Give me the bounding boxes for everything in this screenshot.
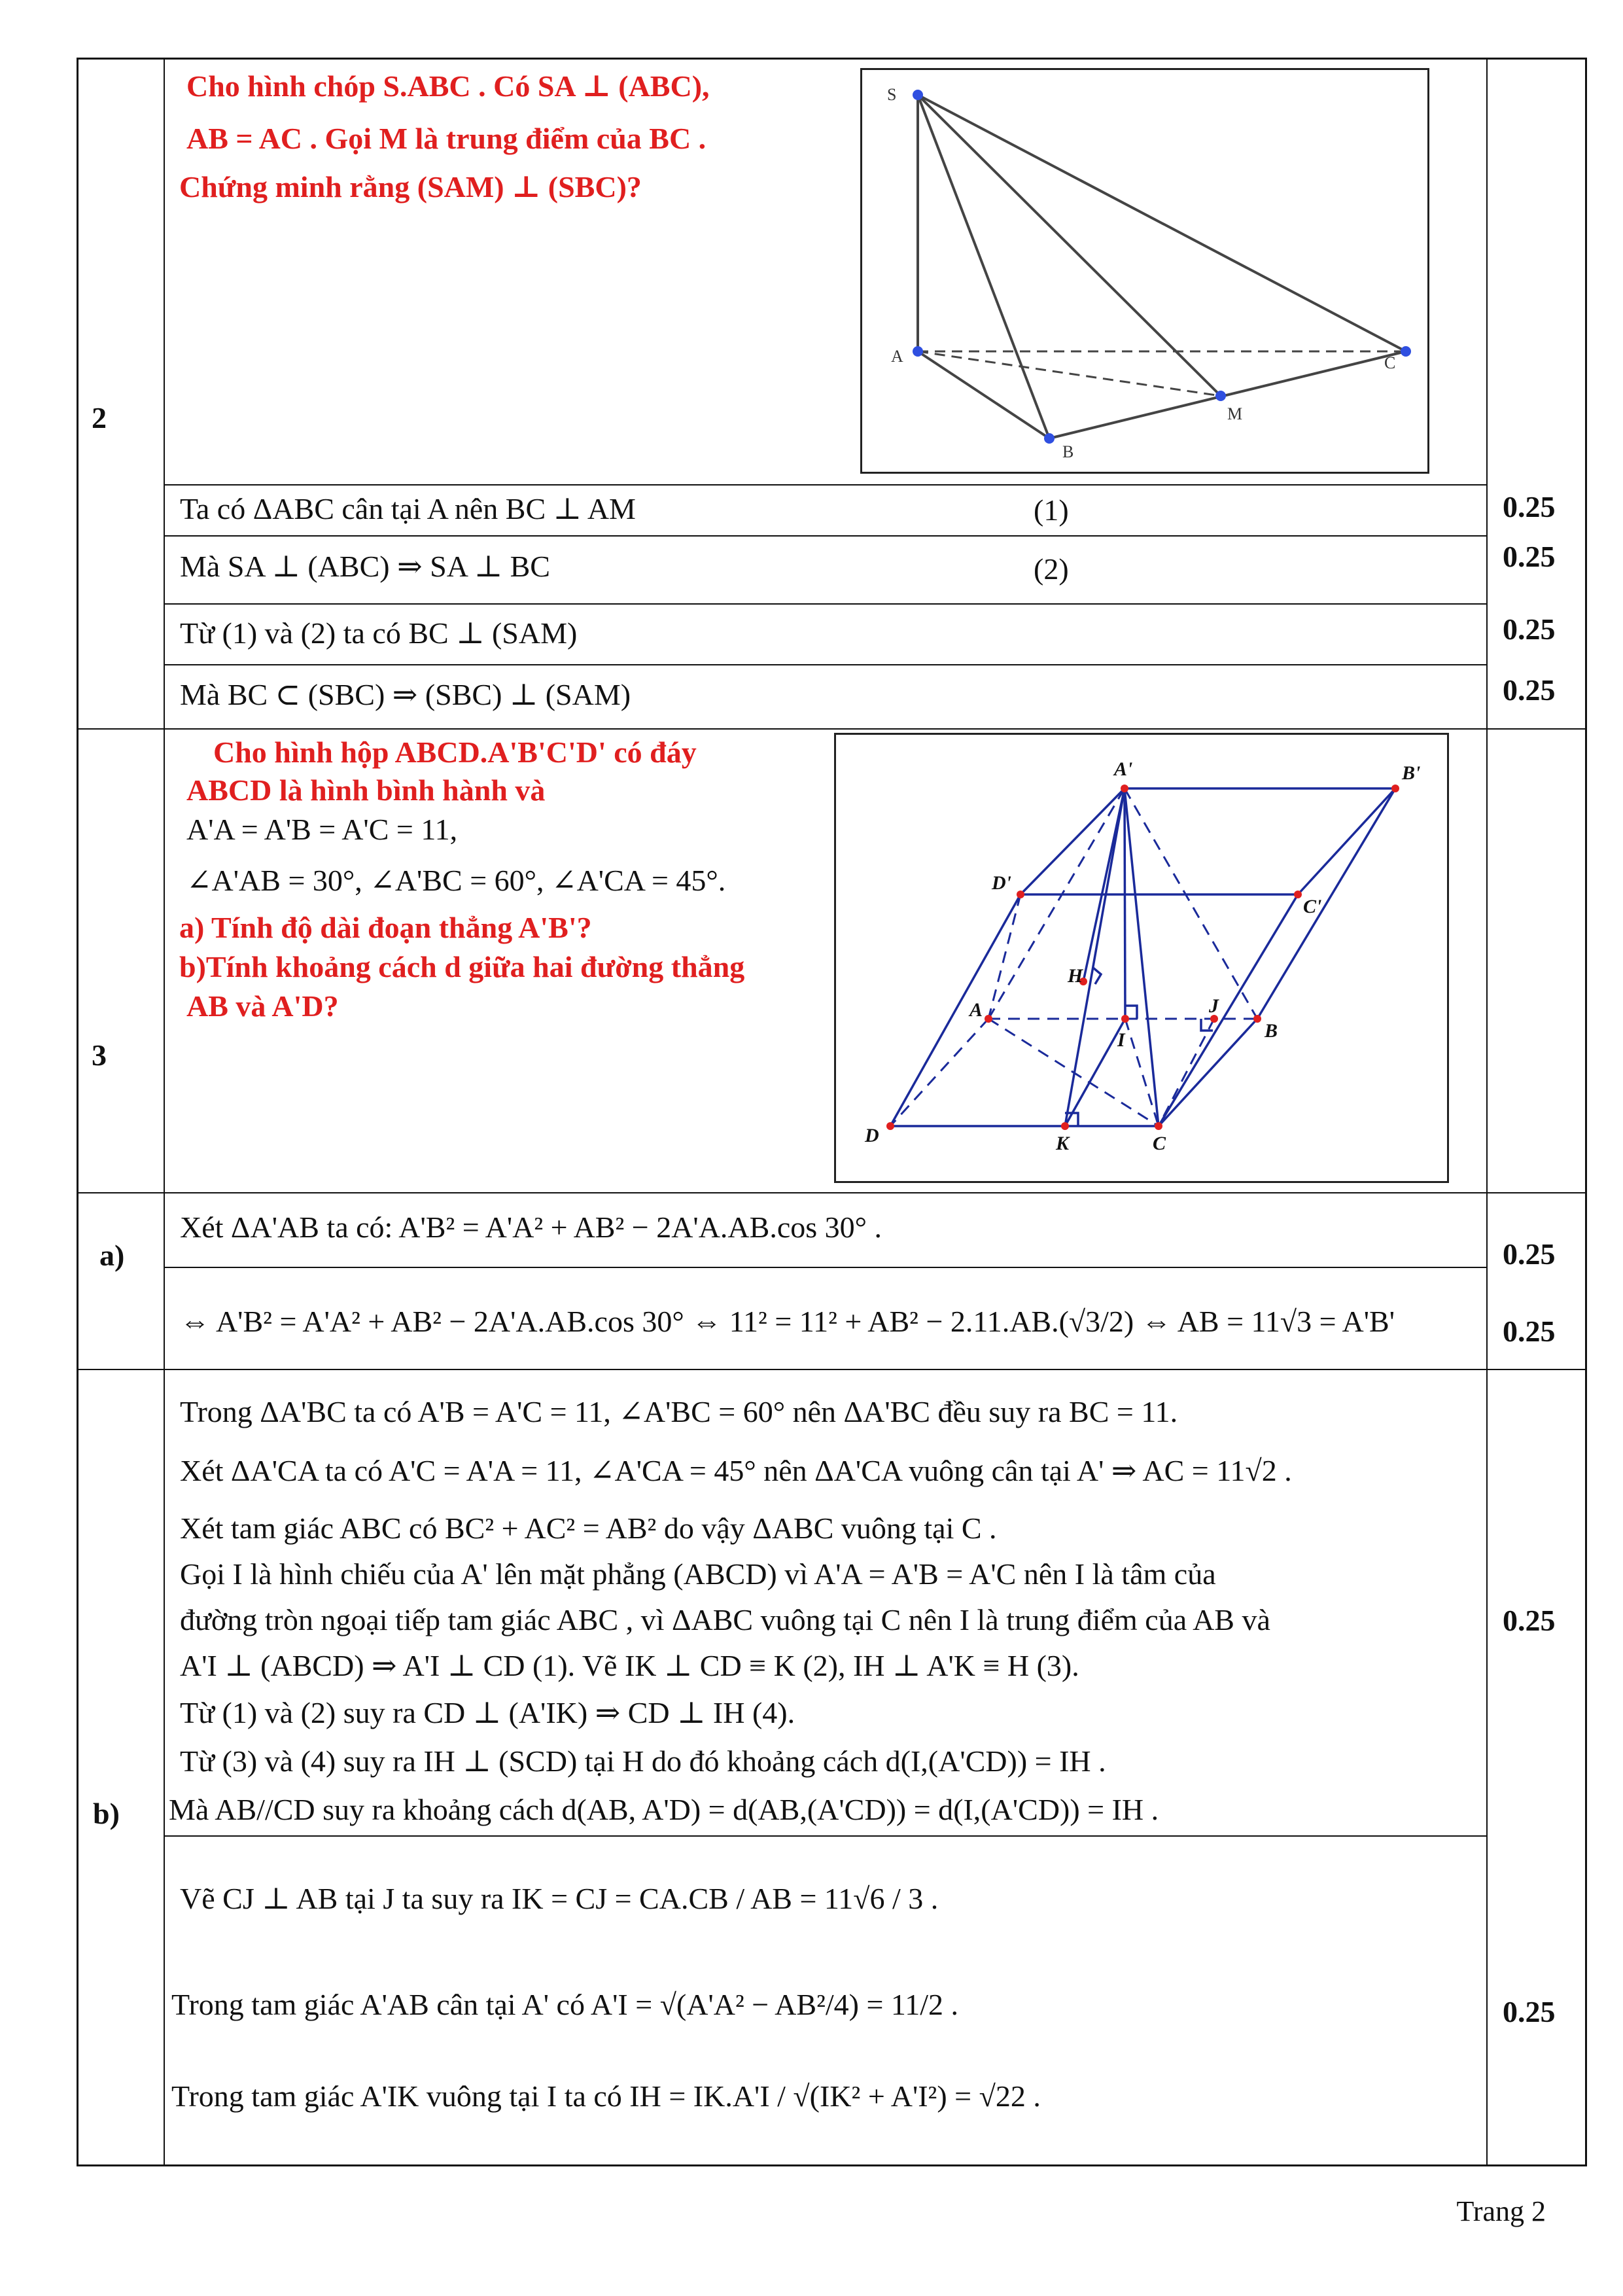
part-label: b) xyxy=(93,1797,120,1830)
solution-line: Từ (1) và (2) ta có BC ⊥ (SAM) xyxy=(180,616,578,650)
question-text: Cho hình chóp S.ABC . Có SA ⊥ (ABC), xyxy=(186,69,710,103)
question-text: ∠A'AB = 30°, ∠A'BC = 60°, ∠A'CA = 45°. xyxy=(186,864,726,897)
question-text: Chứng minh rằng (SAM) ⊥ (SBC)? xyxy=(179,170,642,203)
label-d: D xyxy=(865,1125,879,1146)
label-a: A xyxy=(891,347,903,366)
question-number: 3 xyxy=(92,1038,107,1072)
row-divider xyxy=(165,1267,1486,1268)
row-divider xyxy=(165,484,1486,486)
part-label: a) xyxy=(99,1239,125,1272)
solution-line: Mà BC ⊂ (SBC) ⇒ (SBC) ⊥ (SAM) xyxy=(180,678,631,711)
row-divider xyxy=(165,664,1486,665)
solution-line: ⇔ A'B² = A'A² + AB² − 2A'A.AB.cos 30° ⇔ 11² = 11² + AB² − 2.11.AB.(√3/2) ⇔ AB = 11√3 = A'B' xyxy=(180,1305,1395,1338)
label-a-prime: A' xyxy=(1114,758,1133,780)
question-text: AB và A'D? xyxy=(186,989,339,1023)
page-footer: Trang 2 xyxy=(1456,2195,1546,2227)
question-text: A'A = A'B = A'C = 11, xyxy=(186,813,458,846)
label-c: C xyxy=(1153,1133,1166,1154)
label-h: H xyxy=(1068,965,1083,987)
solution-line: Trong tam giác A'AB cân tại A' có A'I = √(A'A² − AB²/4) = 11/2 . xyxy=(171,1988,958,2021)
score: 0.25 xyxy=(1503,540,1556,573)
solution-line: Từ (1) và (2) suy ra CD ⊥ (A'IK) ⇒ CD ⊥ IH (4). xyxy=(180,1696,795,1729)
row-divider xyxy=(165,603,1486,605)
question-text: ABCD là hình bình hành và xyxy=(186,773,546,807)
question-number: 2 xyxy=(92,401,107,434)
label-c-prime: C' xyxy=(1303,896,1322,917)
label-j: J xyxy=(1209,995,1219,1017)
row-divider xyxy=(77,728,1585,730)
score: 0.25 xyxy=(1503,673,1556,707)
solution-line: A'I ⊥ (ABCD) ⇒ A'I ⊥ CD (1). Vẽ IK ⊥ CD ≡ K (2), IH ⊥ A'K ≡ H (3). xyxy=(180,1649,1079,1682)
line-note: (2) xyxy=(1034,552,1069,586)
score: 0.25 xyxy=(1503,1237,1556,1271)
solution-line: Trong ΔA'BC ta có A'B = A'C = 11, ∠A'BC = 60° nên ΔA'BC đều suy ra BC = 11. xyxy=(180,1395,1178,1428)
label-m: M xyxy=(1227,404,1243,423)
solution-line: đường tròn ngoại tiếp tam giác ABC , vì ΔABC vuông tại C nên I là trung điểm của AB và xyxy=(180,1603,1270,1636)
score: 0.25 xyxy=(1503,1315,1556,1348)
label-d-prime: D' xyxy=(992,872,1011,894)
label-b: B xyxy=(1265,1020,1278,1042)
row-divider xyxy=(165,535,1486,537)
solution-line: Xét ΔA'CA ta có A'C = A'A = 11, ∠A'CA = 45° nên ΔA'CA vuông cân tại A' ⇒ AC = 11√2 . xyxy=(180,1454,1292,1487)
score: 0.25 xyxy=(1503,612,1556,646)
parallelepiped-figure xyxy=(834,733,1449,1183)
question-text: Cho hình hộp ABCD.A'B'C'D' có đáy xyxy=(213,735,697,769)
question-text: a) Tính độ dài đoạn thẳng A'B'? xyxy=(179,911,592,944)
row-divider xyxy=(165,1835,1486,1837)
label-b: B xyxy=(1062,442,1074,461)
col-divider-number xyxy=(164,58,165,2164)
label-c: C xyxy=(1384,353,1396,372)
score: 0.25 xyxy=(1503,490,1556,523)
solution-line: Mà SA ⊥ (ABC) ⇒ SA ⊥ BC xyxy=(180,550,550,583)
question-text: AB = AC . Gọi M là trung điểm của BC . xyxy=(186,122,707,155)
score: 0.25 xyxy=(1503,1995,1556,2028)
solution-line: Ta có ΔABC cân tại A nên BC ⊥ AM xyxy=(180,492,636,525)
solution-line: Xét tam giác ABC có BC² + AC² = AB² do vậy ΔABC vuông tại C . xyxy=(180,1511,997,1545)
solution-line: Mà AB//CD suy ra khoảng cách d(AB, A'D) = d(AB,(A'CD)) = d(I,(A'CD)) = IH . xyxy=(169,1793,1159,1826)
label-i: I xyxy=(1117,1029,1125,1051)
solution-line: Từ (3) và (4) suy ra IH ⊥ (SCD) tại H do đó khoảng cách d(I,(A'CD)) = IH . xyxy=(180,1744,1106,1778)
label-b-prime: B' xyxy=(1402,762,1421,784)
pyramid-figure xyxy=(860,68,1429,474)
row-divider xyxy=(77,1192,1585,1193)
label-s: S xyxy=(887,85,897,104)
label-a: A xyxy=(969,999,983,1021)
solution-line: Xét ΔA'AB ta có: A'B² = A'A² + AB² − 2A'A.AB.cos 30° . xyxy=(180,1210,882,1244)
row-divider xyxy=(77,1369,1585,1370)
line-note: (1) xyxy=(1034,493,1069,527)
score: 0.25 xyxy=(1503,1604,1556,1637)
question-text: b)Tính khoảng cách d giữa hai đường thẳng xyxy=(179,950,745,983)
col-divider-score xyxy=(1486,58,1488,2164)
solution-line: Gọi I là hình chiếu của A' lên mặt phẳng (ABCD) vì A'A = A'B = A'C nên I là tâm của xyxy=(180,1557,1216,1591)
label-k: K xyxy=(1056,1133,1070,1154)
solution-line: Vẽ CJ ⊥ AB tại J ta suy ra IK = CJ = CA.CB / AB = 11√6 / 3 . xyxy=(180,1882,939,1915)
solution-line: Trong tam giác A'IK vuông tại I ta có IH = IK.A'I / √(IK² + A'I²) = √22 . xyxy=(171,2079,1041,2113)
